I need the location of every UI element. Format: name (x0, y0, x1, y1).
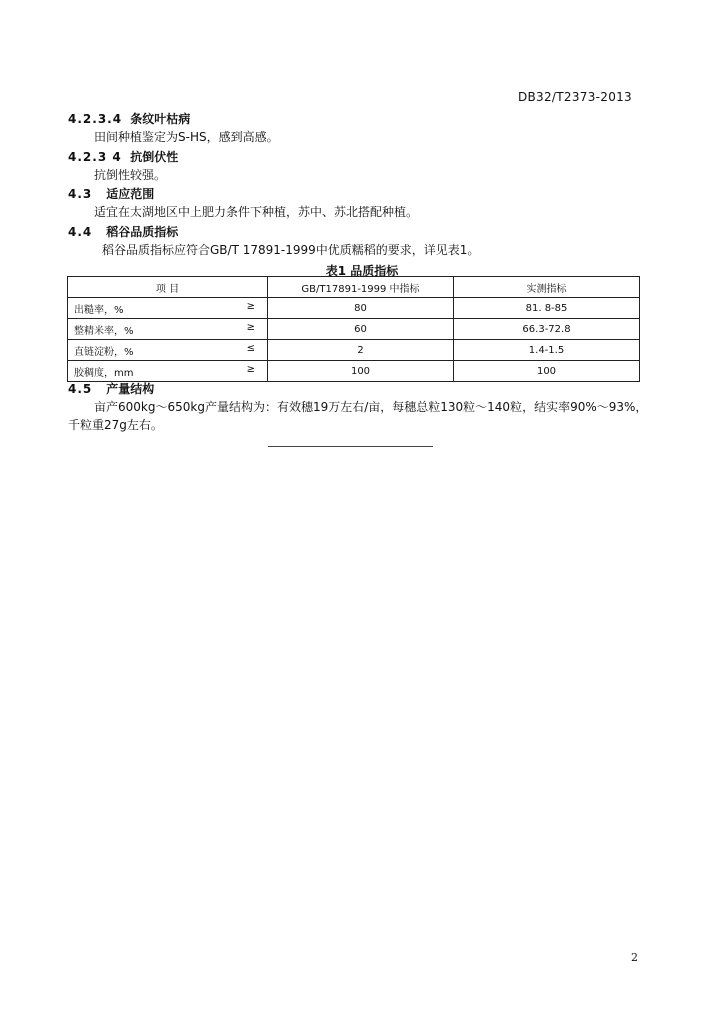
section-number: 4.2.3.4 (68, 112, 123, 126)
table-cell-standard: 60 (268, 319, 454, 340)
table-caption: 表1 品质指标 (325, 264, 399, 278)
section-body-line2: 千粒重27g左右。 (68, 418, 163, 432)
document-code: DB32/T2373-2013 (517, 90, 632, 104)
section-heading-lodging (68, 148, 178, 165)
table-header-row (68, 277, 640, 298)
section-title: 稻谷品质指标 (106, 225, 179, 239)
item-name: 胶稠度，mm (74, 367, 134, 379)
section-heading-45 (68, 380, 154, 397)
section-body: 适宜在太湖地区中上肥力条件下种植，苏中、苏北搭配种植。 (94, 205, 419, 219)
table-header-cell: 项 目 (68, 277, 268, 298)
section-number: 4.4 (68, 225, 93, 239)
item-name: 整精米率，% (74, 325, 134, 337)
section-number: 4.2.3 4 (68, 150, 122, 164)
table-header-cell: GB/T17891-1999 中指标 (268, 277, 454, 298)
table-cell-item (68, 340, 268, 361)
table-header-cell: 实测指标 (454, 277, 640, 298)
table-cell-standard: 100 (268, 361, 454, 382)
table-cell-measured: 66.3-72.8 (454, 319, 640, 340)
section-number: 4.5 (68, 382, 93, 396)
section-number: 4.3 (68, 187, 93, 201)
item-name: 出糙率，% (74, 304, 124, 316)
quality-table (67, 276, 640, 382)
table-row (68, 298, 640, 319)
table-cell-standard: 80 (268, 298, 454, 319)
section-title: 适应范围 (106, 187, 155, 201)
table-cell-item (68, 361, 268, 382)
section-title: 产量结构 (106, 382, 155, 396)
section-heading-44 (68, 223, 178, 240)
table-cell-measured: 1.4-1.5 (454, 340, 640, 361)
table-cell-item (68, 319, 268, 340)
section-body: 抗倒性较强。 (94, 168, 167, 182)
item-operator: ≥ (246, 321, 255, 333)
table-cell-measured: 100 (454, 361, 640, 382)
table-cell-item (68, 298, 268, 319)
item-operator: ≤ (246, 342, 255, 354)
section-body: 田间种植鉴定为S-HS，感到高感。 (94, 130, 279, 144)
table-cell-standard: 2 (268, 340, 454, 361)
table-row (68, 361, 640, 382)
section-heading-4234 (68, 110, 190, 127)
item-operator: ≥ (246, 363, 255, 375)
item-name: 直链淀粉，% (74, 346, 134, 358)
section-body-line1: 亩产600kg～650kg产量结构为：有效穗19万左右/亩，每穗总粒130粒～140粒，结实率90%～93%， (94, 400, 648, 414)
section-heading-43 (68, 185, 154, 202)
item-operator: ≥ (246, 300, 255, 312)
section-body: 稻谷品质指标应符合GB/T 17891-1999中优质糯稻的要求，详见表1。 (102, 243, 480, 257)
section-title: 抗倒伏性 (130, 150, 179, 164)
table-row (68, 319, 640, 340)
table-cell-measured: 81. 8-85 (454, 298, 640, 319)
end-rule (268, 446, 433, 447)
section-title: 条纹叶枯病 (130, 112, 191, 126)
page-number: 2 (631, 951, 638, 964)
table-row (68, 340, 640, 361)
